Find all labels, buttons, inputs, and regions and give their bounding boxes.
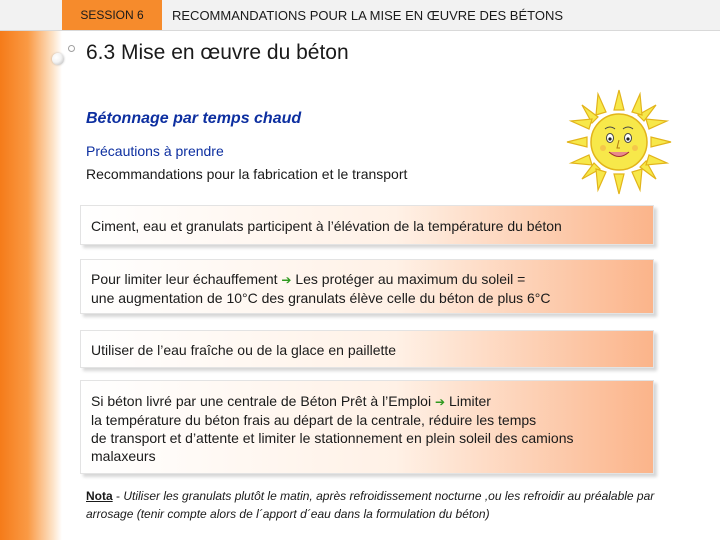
- info-box-4-line1a: Si béton livré par une centrale de Béton Prêt à l’Emploi: [91, 393, 432, 409]
- info-box-2: [80, 259, 654, 314]
- right-arrow-icon: ➔: [281, 273, 292, 287]
- info-box-4-line4: malaxeurs: [91, 448, 156, 464]
- header-title: RECOMMANDATIONS POUR LA MISE EN ŒUVRE DES BÉTONS: [172, 8, 564, 23]
- right-arrow-icon: ➔: [434, 395, 446, 409]
- info-box-2-line1b: Les protéger au maximum du soleil =: [295, 271, 526, 287]
- session-tab: [62, 0, 162, 30]
- smiling-sun-icon: [565, 88, 673, 196]
- info-box-4-line1b: Limiter: [448, 393, 491, 409]
- info-box-3-text: Utiliser de l’eau fraîche ou de la glace en paillette: [91, 342, 397, 358]
- slide-title: 6.3 Mise en œuvre du béton: [86, 41, 349, 64]
- subtitle-recommendations: Recommandations pour la fabrication et le transport: [86, 166, 408, 182]
- note-text: Utiliser les granulats plutôt le matin, après refroidissement nocturne ,ou les refroidir au préalable par arrosage (tenir compte alors de l´apport d´eau dans la formulation du béton): [86, 489, 655, 521]
- note-label: Nota: [86, 489, 113, 503]
- section-title: Bétonnage par temps chaud: [86, 110, 302, 127]
- info-box-4-line3: de transport et d’attente et limiter le stationnement en plein soleil des camions: [91, 430, 574, 446]
- info-box-2-line2: une augmentation de 10°C des granulats élève celle du béton de plus 6°C: [91, 290, 551, 306]
- left-orange-bar: [0, 0, 62, 540]
- info-box-4-line2: la température du béton frais au départ de la centrale, réduire les temps: [91, 412, 537, 428]
- subtitle-precautions: Précautions à prendre: [86, 143, 224, 159]
- note-paragraph: [86, 487, 686, 523]
- bullet-dot-decoration: [52, 53, 64, 65]
- session-label: SESSION 6: [80, 8, 144, 22]
- note-separator: -: [112, 489, 124, 503]
- info-box-4: [80, 380, 654, 474]
- info-box-3: [80, 330, 654, 368]
- info-box-1-text: Ciment, eau et granulats participent à l’élévation de la température du béton: [91, 218, 562, 234]
- ring-decoration: [68, 45, 75, 52]
- info-box-1: [80, 205, 654, 245]
- info-box-2-line1a: Pour limiter leur échauffement: [91, 271, 278, 287]
